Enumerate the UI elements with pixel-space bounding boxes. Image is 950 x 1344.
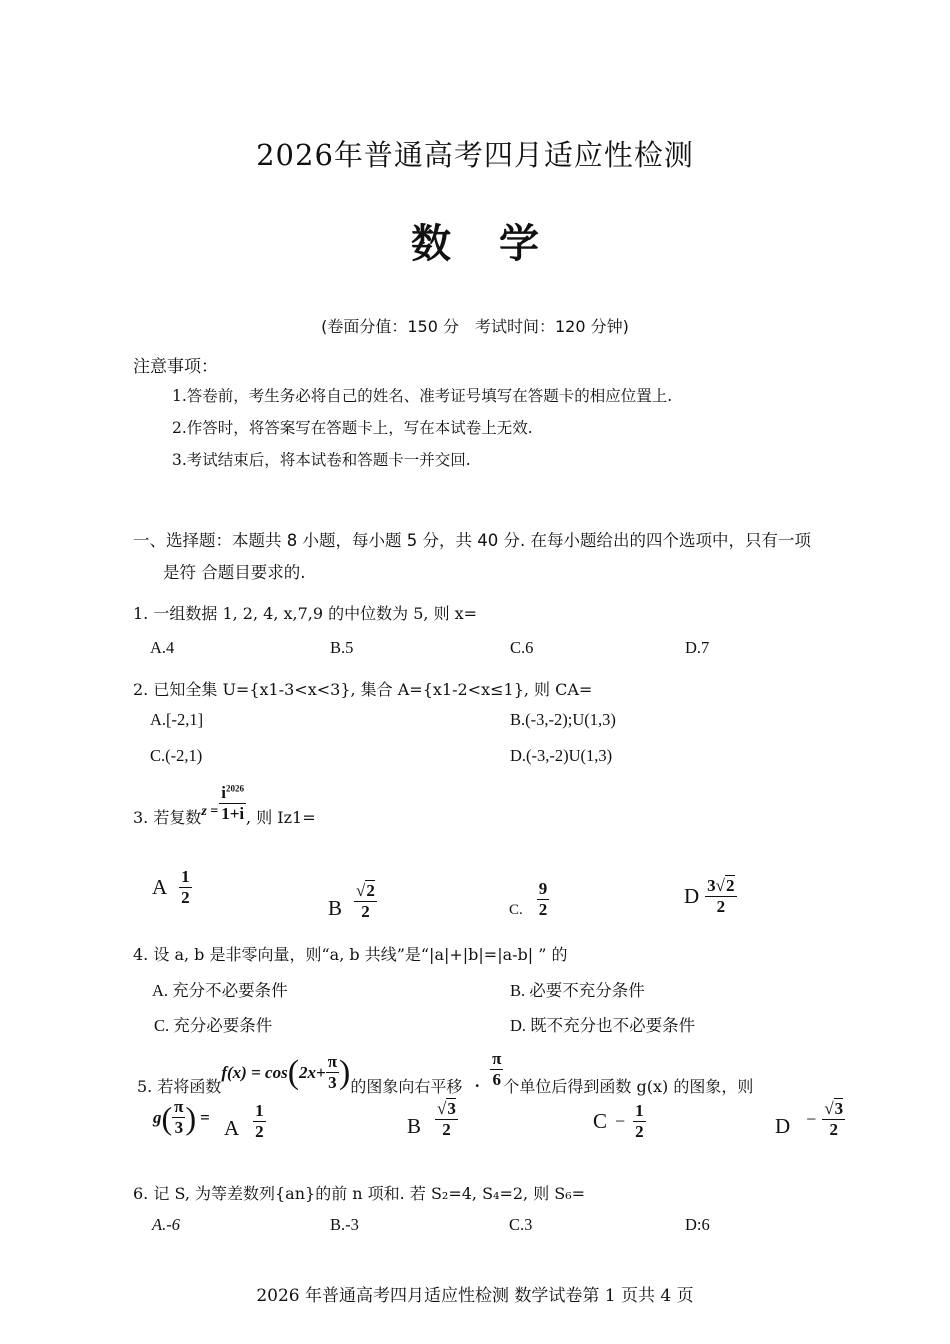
q5-g-pi: π <box>174 1097 184 1116</box>
q1-option-b[interactable]: B.5 <box>330 638 354 657</box>
q3-option-b[interactable]: B $\frac{√2}{2}$ <box>328 881 375 922</box>
q5-g-label: g <box>153 1107 162 1127</box>
q3-opt-b-label: B <box>328 896 343 921</box>
q5-opt-d-den: 2 <box>829 1120 838 1140</box>
q6-option-b[interactable]: B.-3 <box>330 1215 359 1234</box>
q3-opt-d-coef: 3 <box>707 876 716 895</box>
q3-opt-d-rad: 2 <box>726 876 735 895</box>
notice-item-3: 3.考试结束后，将本试卷和答题卡一并交回. <box>172 451 471 469</box>
question-3-stem <box>133 779 316 828</box>
q3-option-d[interactable]: D $\frac{3√2}{2}$ <box>684 876 735 917</box>
exam-title: 2026年普通高考四月适应性检测 <box>256 138 694 172</box>
q3-opt-d-den: 2 <box>716 897 726 917</box>
q3-z-equals: z = <box>201 803 219 819</box>
q3-numerator: i <box>221 782 227 802</box>
q3-opt-c-num: 9 <box>538 879 548 898</box>
q5-opt-b-den: 2 <box>442 1120 451 1140</box>
q5-function: f(x) = cos <box>221 1062 288 1082</box>
q2-option-a[interactable]: A.[-2,1] <box>150 710 204 729</box>
q5-pi: π <box>327 1051 338 1071</box>
q5-g-three: 3 <box>174 1118 184 1138</box>
question-2-stem: 2. 已知全集 U={x1-3<x<3}, 集合 A={x1-2<x≤1}, 则 CA= <box>133 680 593 699</box>
q3-opt-d-label: D <box>684 884 700 909</box>
q2-option-c[interactable]: C.(-2,1) <box>150 746 203 765</box>
q3-opt-c-den: 2 <box>538 900 548 920</box>
notice-heading: 注意事项： <box>133 357 218 377</box>
q5-opt-a-den: 2 <box>255 1122 264 1142</box>
question-6-stem: 6. 记 S, 为等差数列{an}的前 n 项和. 若 S₂=4, S₄=2, 则 S₆= <box>133 1184 586 1203</box>
q2-option-b[interactable]: B.(-3,-2);U(1,3) <box>510 710 616 729</box>
q5-six: 6 <box>492 1070 501 1090</box>
q3-denominator: 1+i <box>221 804 245 824</box>
q1-option-c[interactable]: C.6 <box>510 638 534 657</box>
question-4-stem: 4. 设 a, b 是非零向量，则“a, b 共线”是“|a|+|b|=|a-b| ” 的 <box>133 945 568 964</box>
q3-suffix: , 则 Iz1= <box>246 808 316 827</box>
q1-option-d[interactable]: D.7 <box>685 638 710 657</box>
q5-suffix: 个单位后得到函数 g(x) 的图象，则 <box>503 1077 754 1096</box>
q1-option-a[interactable]: A.4 <box>150 638 175 657</box>
q4-option-b[interactable]: B. 必要不充分条件 <box>510 981 645 1000</box>
q5-opt-a-num: 1 <box>255 1101 264 1120</box>
q3-exponent: 2026 <box>226 783 245 794</box>
q3-opt-c-label: C. <box>509 902 523 919</box>
q3-fraction <box>219 784 246 823</box>
q4-option-a[interactable]: A. 充分不必要条件 <box>152 981 288 1000</box>
q5-opt-d-label: D <box>775 1114 791 1139</box>
page-footer: 2026 年普通高考四月适应性检测 数学试卷第 1 页共 4 页 <box>256 1286 694 1306</box>
q5-dot: · <box>474 1075 481 1095</box>
q3-opt-b-den: 2 <box>361 902 370 922</box>
q2-option-d[interactable]: D.(-3,-2)U(1,3) <box>510 746 613 765</box>
q3-opt-a-den: 2 <box>181 888 190 908</box>
q5-g-eq: = <box>200 1107 210 1127</box>
q3-option-c[interactable] <box>509 880 549 919</box>
q5-option-c[interactable] <box>593 1102 646 1141</box>
q6-option-a[interactable]: A.-6 <box>152 1215 180 1234</box>
section-heading: 一、选择题：本题共 8 小题，每小题 5 分，共 40 分. 在每小题给出的四个选项中，只有一项 <box>133 531 811 550</box>
notice-item-1: 1.答卷前，考生务必将自己的姓名、准考证号填写在答题卡的相应位置上. <box>172 387 673 405</box>
q5-opt-c-den: 2 <box>635 1122 644 1142</box>
question-5-stem: 5. 若将函数 f(x) = cos ( 2x+ $\frac{\pi}{3}$ ) 的图象向右平移 · $\frac{\pi}{6}$ 个单位后得到函数 g(x) 的图象，则 <box>137 1048 754 1096</box>
q5-opt-c-num: 1 <box>635 1101 644 1120</box>
q5-opt-c-label: C <box>593 1109 608 1134</box>
q3-option-a[interactable] <box>152 868 192 907</box>
q5-option-b[interactable]: B $\frac{√3}{2}$ <box>407 1099 456 1140</box>
q5-pi-2: π <box>492 1048 502 1068</box>
q5-option-a[interactable] <box>224 1102 266 1141</box>
q5-option-d[interactable]: D − $\frac{√3}{2}$ <box>775 1099 844 1140</box>
exam-meta: (卷面分值：150 分 考试时间：120 分钟) <box>321 317 629 336</box>
q4-option-c[interactable]: C. 充分必要条件 <box>154 1016 273 1035</box>
q3-opt-a-num: 1 <box>181 867 190 886</box>
q3-prefix: 3. 若复数 <box>133 808 202 827</box>
q6-option-c[interactable]: C.3 <box>509 1215 533 1234</box>
q5-g-expression: g ( $\frac{\pi}{3}$ ) = <box>153 1097 210 1138</box>
q3-opt-a-label: A <box>152 875 168 900</box>
section-heading-cont: 是符 合题目要求的. <box>163 563 306 582</box>
q5-mid: 的图象向右平移 <box>350 1077 463 1096</box>
q5-opt-d-rad: 3 <box>834 1099 844 1118</box>
q5-prefix: 5. 若将函数 <box>137 1077 222 1096</box>
q5-opt-b-label: B <box>407 1114 422 1139</box>
q5-opt-a-label: A <box>224 1116 240 1141</box>
q5-arg: 2x+ <box>299 1062 326 1082</box>
notice-item-2: 2.作答时，将答案写在答题卡上，写在本试卷上无效. <box>172 419 533 437</box>
question-1-stem: 1. 一组数据 1, 2, 4, x,7,9 的中位数为 5, 则 x= <box>133 604 478 623</box>
subject-title: 数学 <box>411 220 587 267</box>
q3-opt-b-rad: 2 <box>366 881 375 900</box>
q5-opt-d-sign: − <box>806 1109 817 1130</box>
q5-opt-c-sign: − <box>615 1111 626 1132</box>
q4-option-d[interactable]: D. 既不充分也不必要条件 <box>510 1016 696 1035</box>
q6-option-d[interactable]: D:6 <box>685 1215 710 1234</box>
q5-three: 3 <box>328 1073 337 1093</box>
q5-opt-b-rad: 3 <box>447 1099 456 1118</box>
